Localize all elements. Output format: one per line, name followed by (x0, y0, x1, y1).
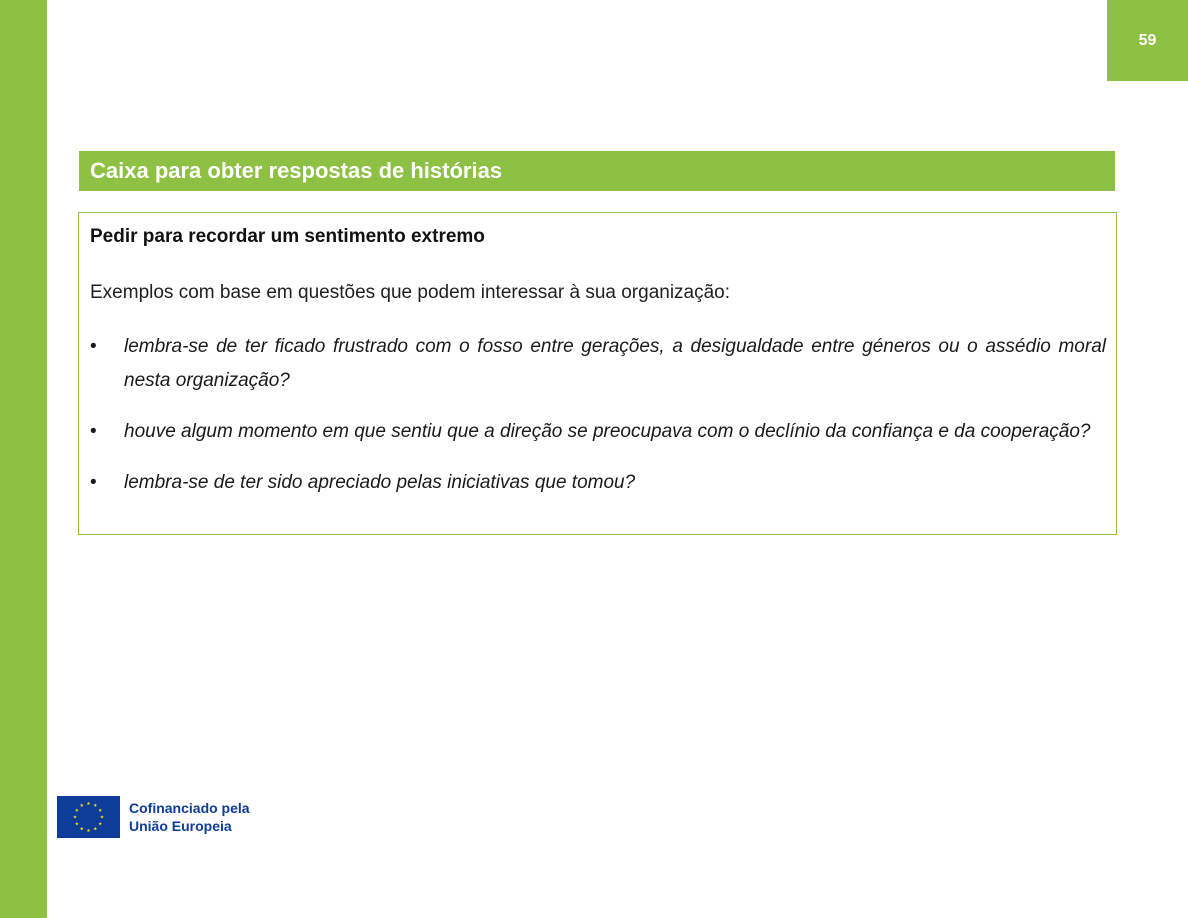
page-number: 59 (1138, 31, 1157, 49)
bullet-icon: • (90, 472, 97, 493)
content-box (78, 212, 1117, 535)
list-item (90, 415, 1106, 449)
list-item (90, 330, 1106, 398)
section-title-bar (79, 151, 1115, 191)
list-item (90, 466, 1106, 500)
page-number-badge (1107, 0, 1188, 81)
eu-flag-icon (57, 796, 120, 838)
question-text: lembra-se de ter sido apreciado pelas iniciativas que tomou? (124, 472, 636, 493)
box-intro: Exemplos com base em questões que podem interessar à sua organização: (90, 282, 731, 303)
eu-logo-line2: União Europeia (129, 818, 232, 834)
bullet-icon: • (90, 336, 97, 357)
section-title: Caixa para obter respostas de histórias (90, 158, 503, 183)
question-list (90, 330, 1106, 517)
bullet-icon: • (90, 421, 97, 442)
eu-logo-text (129, 799, 250, 835)
eu-logo-line1: Cofinanciado pela (129, 800, 250, 816)
question-text: houve algum momento em que sentiu que a direção se preocupava com o declínio da confiança e da cooperação? (124, 421, 1091, 442)
eu-cofunding-logo (57, 796, 250, 838)
left-accent-bar (0, 0, 47, 918)
box-heading: Pedir para recordar um sentimento extremo (90, 226, 485, 247)
question-text: lembra-se de ter ficado frustrado com o fosso entre gerações, a desigualdade entre géneros ou o assédio moral nesta organização? (124, 336, 1106, 391)
